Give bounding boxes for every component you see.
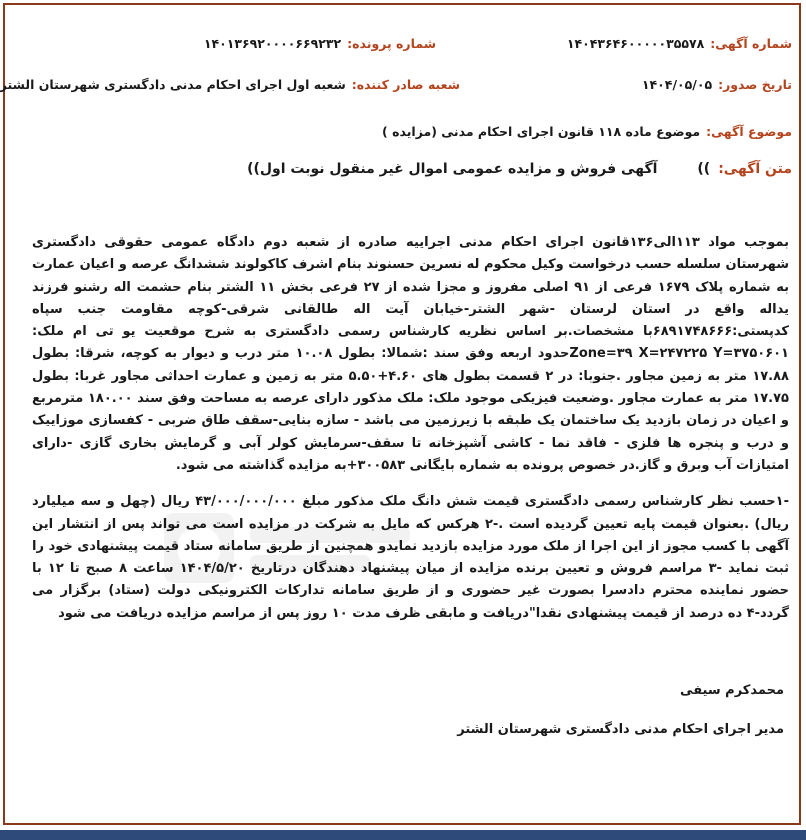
ad-number-value: ۱۴۰۴۳۶۴۶۰۰۰۰۰۳۵۵۷۸ (566, 36, 705, 51)
ad-text-heading (247, 161, 792, 177)
text-label: متن آگهی: (718, 161, 792, 177)
issuer-label: شعبه صادر کننده: (351, 77, 460, 92)
file-number-label: شماره پرونده: (347, 36, 436, 51)
issue-date-label: تاریخ صدور: (718, 77, 792, 92)
text-open: )) (697, 161, 711, 177)
bottom-strip (0, 830, 806, 840)
ad-title: آگهی فروش و مزایده عمومی اموال غیر منقول نوبت اول)) (247, 161, 658, 177)
body-paragraph-1: بموجب مواد ۱۱۳الی۱۳۶قانون اجرای احکام مدنی اجراییه صادره از شعبه دوم دادگاه عمومی حقوقی دادگستری شهرستان سلسله حسب درخواست وکیل محکوم له نسرین حسنوند بنام اشرف کاکولوند ششدانگ عرصه و اعیان عمارت به شماره پلاک ۱۶۷۹ فرعی از ۹۱ اصلی مفروز و مجزا شده از ۲۷ فرعی بخش ۱۱ الشتر بنام حشمت اله رشنو فرزند یداله واقع در استان لرستان -شهر الشتر-خیابان آیت اله طالقانی شرقی-کوچه مقاومت جنب سپاه کدپستی:۶۸۹۱۷۴۸۶۶۶با مشخصات.بر اساس نظریه کارشناس رسمی دادگستری به شرح موقعیت یو تی ام ملک: Zone=۳۹ X=۲۴۷۲۲۵ Y=۳۷۵۰۶۰۱حدود اربعه وفق سند :شمالا: بطول ۱۰.۰۸ متر درب و دیوار به کوچه، شرقا: بطول ۱۷.۸۸ متر به زمین مجاور .جنوبا: در ۲ قسمت بطول های ۴.۶۰+۵.۵۰ متر به زمین و عمارت احداثی مجاور غربا: بطول ۱۷.۷۵ متر به عمارت مجاور .وضعیت فیزیکی موجود ملک: ملک مذکور دارای عرصه به مساحت وفق سند ۱۸۰.۰۰ مترمربع و اعیان در زمان بازدید یک ساختمان یک طبقه با زیرزمین می باشد - سازه بنایی-سقف طاق ضربی - کفسازی موزاییک و درب و پنجره ها فلزی - فاقد نما - کاشی آشپزخانه تا سقف-سرمایش کولر آبی و گرمایش بخاری گازی -دارای امتیازات آب وبرق و گاز.در خصوص پرونده به شماره بایگانی ۳۰۰۵۸۳+به مزایده گذاشته می شود. (32, 235, 789, 473)
file-number-value: ۱۴۰۱۳۶۹۲۰۰۰۰۶۶۹۲۳۲ (203, 36, 342, 51)
issue-date-value: ۱۴۰۴/۰۵/۰۵ (641, 77, 713, 92)
ad-number-label: شماره آگهی: (710, 36, 792, 51)
signer-name: محمدکرم سیفی (680, 683, 784, 698)
ad-body (32, 232, 789, 625)
subject-label: موضوع آگهی: (706, 124, 792, 139)
subject-value: موضوع ماده ۱۱۸ قانون اجرای احکام مدنی (مزایده ) (382, 124, 701, 139)
ad-number (567, 36, 792, 51)
file-number (204, 36, 436, 51)
signer-position: مدیر اجرای احکام مدنی دادگستری شهرستان الشتر (457, 722, 784, 737)
issuer (0, 77, 460, 92)
subject (382, 124, 792, 139)
issuer-value: شعبه اول اجرای احکام مدنی دادگستری شهرستان الشتر (0, 77, 346, 92)
body-paragraph-2: -۱حسب نظر کارشناس رسمی دادگستری قیمت شش دانگ ملک مذکور مبلغ ۴۳/۰۰۰/۰۰۰/۰۰۰ ریال (چهل و سه میلیارد ریال) .بعنوان قیمت پایه تعیین گردیده است .-۲ هرکس که مایل به شرکت در مزایده است می تواند پس از انتشار این آگهی با کسب مجوز از این اجرا از ملک مورد مزایده بازدید نمایدو همچنین از طریق سامانه ستاد قیمت پیشنهادی خود را ثبت نماید -۳ مراسم فروش و تعیین برنده مزایده از میان پیشنهاد دهندگان درتاریخ ۱۴۰۴/۵/۲۰ ساعت ۸ صبح تا ۱۲ با حضور نماینده محترم دادسرا بصورت غیر حضوری و از طریق سامانه تدارکات الکترونیکی دولت (ستاد) برگزار می گردد-۴ ده درصد از قیمت پیشنهادی نقدا"دریافت و مابقی ظرف مدت ۱۰ روز پس از مراسم مزایده دریافت می شود (32, 494, 790, 621)
issue-date (642, 77, 792, 92)
